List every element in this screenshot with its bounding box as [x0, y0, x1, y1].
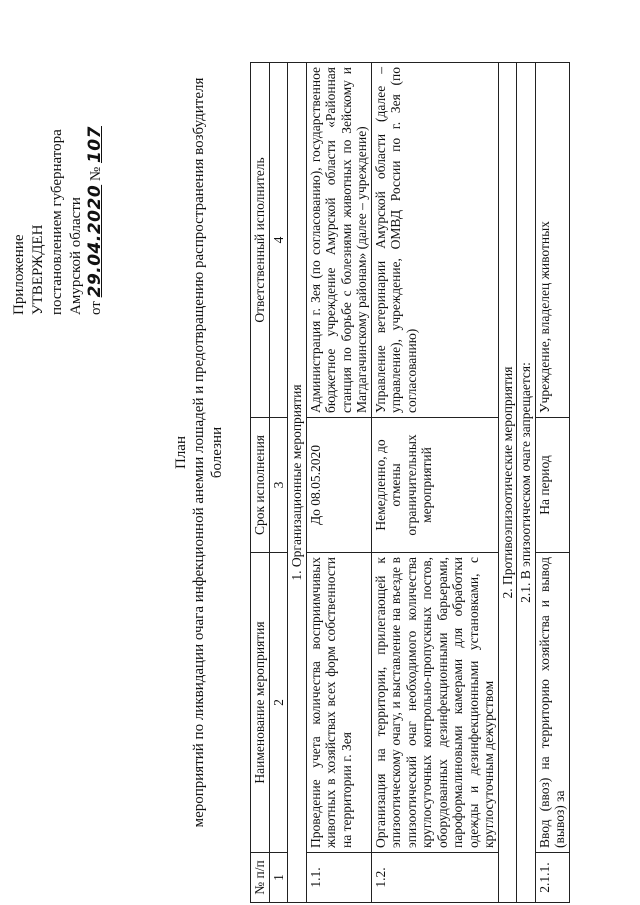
approval-line-resolution: постановлением губернатора	[49, 129, 65, 315]
section-row	[288, 63, 307, 903]
number-prefix: №	[88, 166, 104, 182]
subsection-row	[517, 63, 536, 903]
header-term: Срок исполнения	[251, 418, 270, 553]
row-responsible: Учреждение, владелец животных	[535, 63, 569, 418]
section-title-antiepizootic: 2. Противоэпизоотические мероприятия	[498, 63, 517, 903]
col-number-2: 2	[269, 553, 288, 853]
title-plan: План	[173, 436, 189, 470]
approval-line-approved: УТВЕРЖДЕН	[30, 224, 46, 315]
handwritten-number: 107	[85, 126, 105, 164]
col-number-1: 1	[269, 853, 288, 903]
subsection-title-prohibited: 2.1. В эпизоотическом очаге запрещается:	[517, 63, 536, 903]
approval-line-appendix: Приложение	[11, 234, 27, 315]
document-title	[172, 10, 226, 895]
row-number: 1.2.	[371, 853, 498, 903]
header-number: № п/п	[251, 853, 270, 903]
row-term: До 08.05.2020	[306, 418, 371, 553]
row-activity: Ввод (ввоз) на территорию хозяйства и вывод (вывоз) за	[535, 553, 569, 853]
row-responsible: Администрация г. Зея (по согласованию), государственное бюджетное учреждение Амурской области «Районная станция по борьбе с болезнями животных по Зейскому и Магдагачинскому районам» (далее – учреждение)	[306, 63, 371, 418]
header-responsible: Ответственный исполнитель	[251, 63, 270, 418]
row-number: 1.1.	[306, 853, 371, 903]
table-row	[371, 63, 498, 903]
approval-line-region: Амурской области	[68, 197, 84, 315]
table-row	[306, 63, 371, 903]
title-subject-end: болезни	[209, 426, 225, 479]
plan-table	[250, 62, 570, 903]
approval-date-line	[86, 45, 106, 315]
row-responsible: Управление ветеринарии Амурской области (далее – управление), учреждение, ОМВД России по г. Зея (по согласованию)	[371, 63, 498, 418]
title-subject: мероприятий по ликвидации очага инфекционной анемии лошадей и предотвращению распространения возбудителя	[191, 77, 207, 828]
date-prefix: от	[88, 301, 104, 315]
row-number: 2.1.1.	[535, 853, 569, 903]
row-activity: Проведение учета количества восприимчивых животных в хозяйствах всех форм собственности на территории г. Зея	[306, 553, 371, 853]
table-row	[535, 63, 569, 903]
table-header-row	[251, 63, 270, 903]
section-title-organizational: 1. Организационные мероприятия	[288, 63, 307, 903]
row-term: Немедленно, до отмены ограничительных мероприятий	[371, 418, 498, 553]
header-activity: Наименование мероприятия	[251, 553, 270, 853]
row-term: На период	[535, 418, 569, 553]
approval-block	[10, 45, 106, 315]
col-number-3: 3	[269, 418, 288, 553]
column-number-row	[269, 63, 288, 903]
row-activity: Организация на территории, прилегающей к эпизоотическому очагу, и выставление на въезде в эпизоотический очаг необходимого количества круглосуточных контрольно-пропускных постов, оборудованных дезинфекционными барьерами, пароформалиновыми камерами для обработки одежды и дезинфекционными установками, с круглосуточным дежурством	[371, 553, 498, 853]
handwritten-date: 29.04.2020	[85, 184, 105, 298]
col-number-4: 4	[269, 63, 288, 418]
section-row	[498, 63, 517, 903]
